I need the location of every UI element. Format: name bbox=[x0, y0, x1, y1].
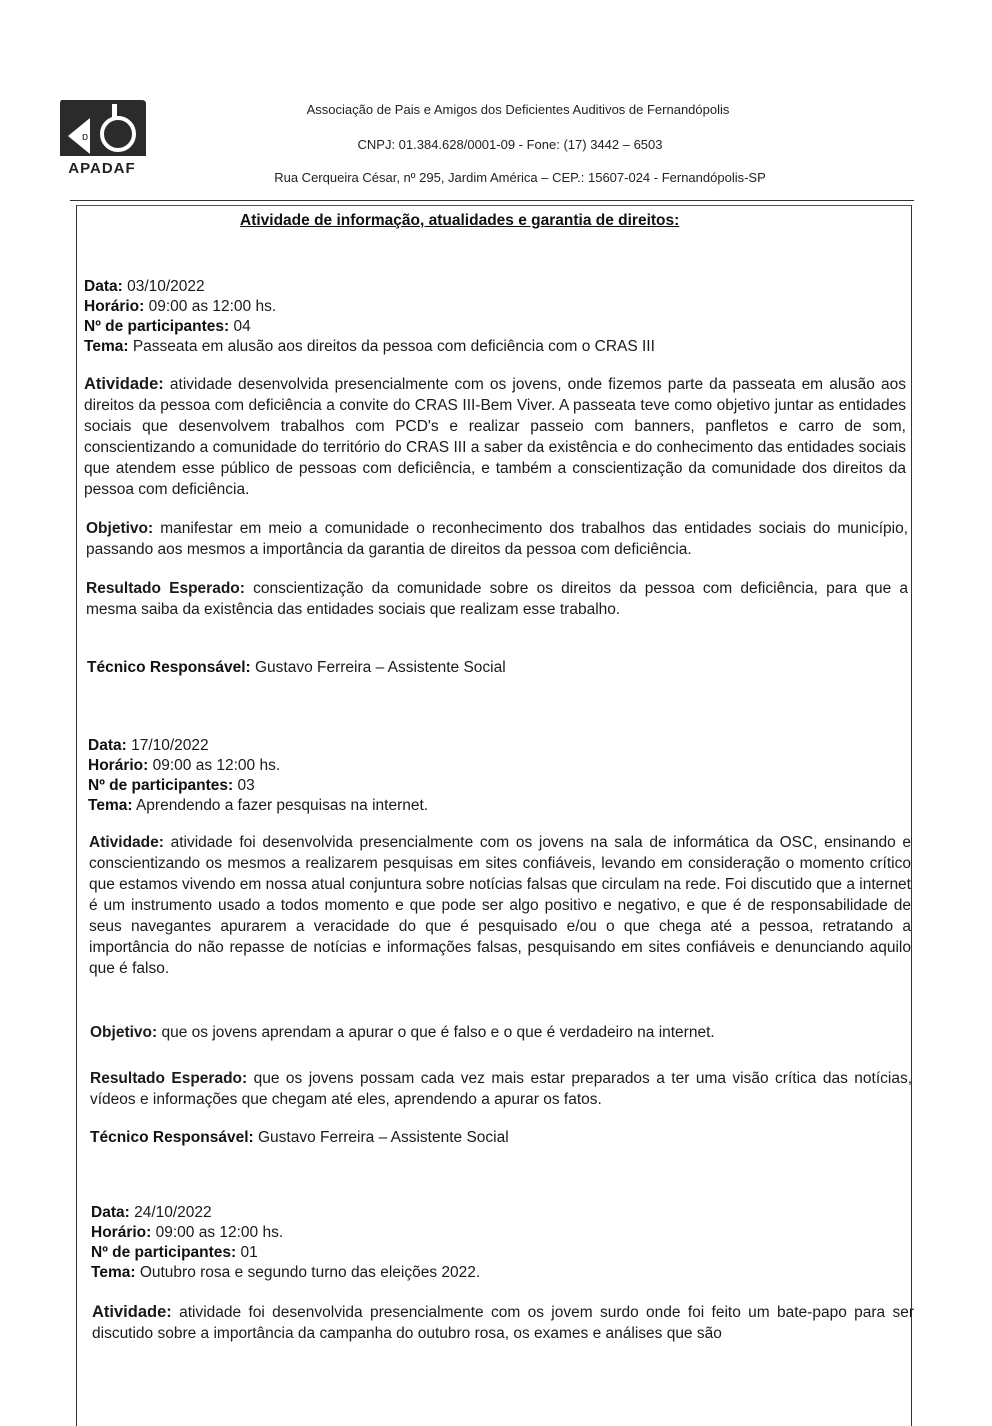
entry-3-theme: Tema: Outubro rosa e segundo turno das eleições 2022. bbox=[91, 1264, 481, 1281]
entry-3-date: Data: 24/10/2022 bbox=[91, 1204, 212, 1221]
entry-1-time: Horário: 09:00 as 12:00 hs. bbox=[84, 298, 277, 315]
entry-3-time: Horário: 09:00 as 12:00 hs. bbox=[91, 1224, 284, 1241]
entry-2-time: Horário: 09:00 as 12:00 hs. bbox=[88, 757, 281, 774]
entry-3-participants: Nº de participantes: 01 bbox=[91, 1244, 258, 1261]
entry-1-date: Data: 03/10/2022 bbox=[84, 278, 205, 295]
svg-text:ɒ: ɒ bbox=[82, 131, 89, 143]
entry-2-responsible: Técnico Responsável: Gustavo Ferreira – Assistente Social bbox=[90, 1129, 509, 1146]
entry-2-participants: Nº de participantes: 03 bbox=[88, 777, 255, 794]
header-divider bbox=[70, 200, 914, 201]
entry-1-theme: Tema: Passeata em alusão aos direitos da pessoa com deficiência com o CRAS III bbox=[84, 338, 655, 355]
document-title: Atividade de informação, atualidades e garantia de direitos: bbox=[240, 212, 680, 229]
entry-2-theme: Tema: Aprendendo a fazer pesquisas na internet. bbox=[88, 797, 429, 814]
entry-2-objective: Objetivo: que os jovens aprendam a apurar o que é falso e o que é verdadeiro na internet. bbox=[90, 1024, 715, 1041]
entry-2-date: Data: 17/10/2022 bbox=[88, 737, 209, 754]
logo-text: APADAF bbox=[68, 160, 136, 177]
entry-2-activity: Atividade: atividade foi desenvolvida presencialmente com os jovens na sala de informática da OSC, ensinando e conscientizando os mesmos a realizarem pesquisas em sites confiáveis, levando em consideração o momento crítico que estamos vivendo em nossa atual conjuntura sobre notícias falsas que circulam na rede. Foi discutido que a internet é um instrumento usado a todos momento e que pode ser algo positivo e negativo, e que é de responsabilidade de seus navegantes apurarem a veracidade do que é pesquisado e/ou o que chega até a pessoa, retratando a importância do não repasse de notícias e informações falsas, pesquisando em sites confiáveis e denunciando aquilo que é falso. bbox=[89, 834, 911, 977]
org-cnpj-phone: CNPJ: 01.384.628/0001-09 - Fone: (17) 3442 – 6503 bbox=[357, 137, 663, 152]
entry-1-participants: Nº de participantes: 04 bbox=[84, 318, 251, 335]
entry-1-activity: Atividade: atividade desenvolvida presencialmente com os jovens, onde fizemos parte da passeata em alusão aos direitos da pessoa com deficiência a convite do CRAS III-Bem Viver. A passeata teve como objetivo juntar as entidades sociais que desenvolvem trabalhos com PCD's e realizar passeio com banners, panfletos e carro de som, conscientizando a comunidade do território do CRAS III a saber da existência e do conhecimento das entidades sociais que atendem esse público de pessoas com deficiência, e também a conscientização da comunidade dos direitos da pessoa com deficiência. bbox=[84, 375, 906, 498]
entry-3-activity: Atividade: atividade foi desenvolvida presencialmente com os jovem surdo onde foi feito um bate-papo para ser discutido sobre a importância da campanha do outubro rosa, os exames e análises que são bbox=[92, 1303, 914, 1342]
entry-1-expected-result: Resultado Esperado: conscientização da comunidade sobre os direitos da pessoa com deficiência, para que a mesma saiba da existência das entidades sociais que realizam esse trabalho. bbox=[86, 580, 908, 618]
org-address: Rua Cerqueira César, nº 295, Jardim América – CEP.: 15607-024 - Fernandópolis-SP bbox=[274, 170, 766, 185]
org-name: Associação de Pais e Amigos dos Deficientes Auditivos de Fernandópolis bbox=[306, 102, 730, 117]
entry-1-responsible: Técnico Responsável: Gustavo Ferreira – Assistente Social bbox=[87, 659, 506, 676]
entry-1-objective: Objetivo: manifestar em meio a comunidade o reconhecimento dos trabalhos das entidades sociais do município, passando aos mesmos a importância da garantia de direitos da pessoa com deficiência. bbox=[86, 520, 908, 558]
entry-2-expected-result: Resultado Esperado: que os jovens possam cada vez mais estar preparados a ter uma visão crítica das notícias, vídeos e informações que chegam até eles, aprendendo a apurar os fatos. bbox=[90, 1070, 913, 1108]
